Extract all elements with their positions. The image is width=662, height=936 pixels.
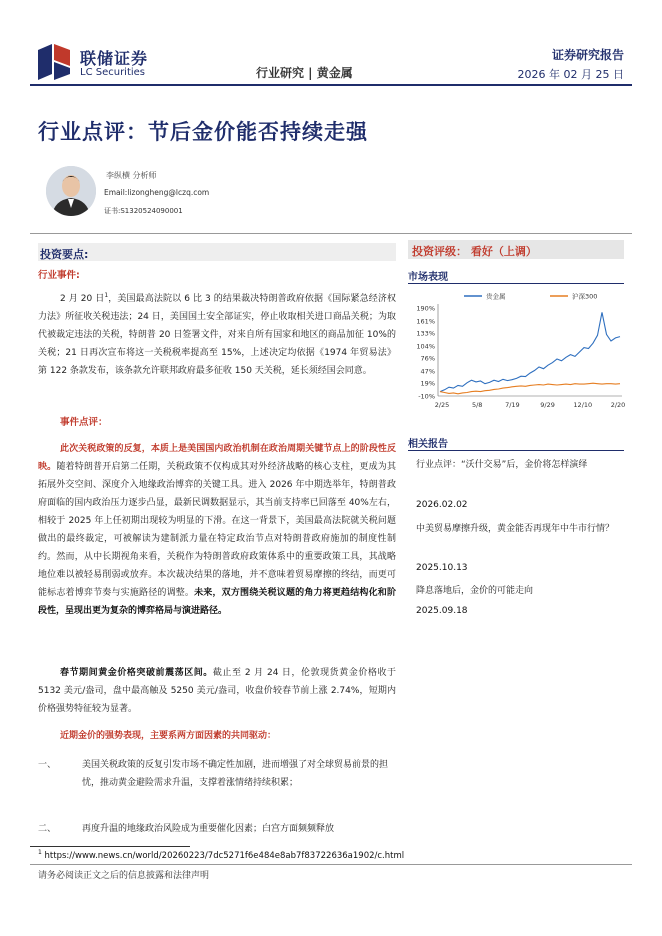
- y-tick-label: 76%: [420, 354, 435, 363]
- report-category: 行业研究 | 黄金属: [256, 66, 353, 80]
- investment-rating: 投资评级： 看好（上调）: [408, 240, 624, 259]
- analyst-certificate: 证书:S1320524090001: [104, 207, 183, 215]
- event-subheading: 行业事件:: [38, 270, 80, 281]
- legal-disclaimer[interactable]: 请务必阅读正文之后的信息披露和法律声明: [38, 871, 210, 881]
- related-report-2[interactable]: 中美贸易摩擦升级，黄金能否再现年中牛市行情？: [416, 524, 615, 534]
- series-line-csi300: [440, 383, 620, 394]
- analyst-email[interactable]: Email:lizongheng@lczq.com: [104, 188, 210, 197]
- related-report-2-date: 2025.10.13: [416, 563, 468, 573]
- x-tick-label: 7/19: [505, 401, 520, 409]
- section-title: 投资要点:: [38, 243, 396, 261]
- event-paragraph: 2 月 20 日$^1$，美国最高法院以 6 比 3 的结果裁决特朗普政府依据《国际紧急经济权力法》所征收关税违法；24 日，美国国土安全部证实，停止收取相关进口商品关税；为取代被裁定违法的关税，特朗普 20 日签署文件，对来自所有国家和地区的商品加征 10%的关税；21 日再次宣布将这一关税税率提高至 15%，上述决定均依据《1974 年贸易法》第 122 条款发布，该条款允许联邦政府最多征收 150 天关税，延长须经国会同意。: [38, 292, 396, 376]
- price-paragraph: 春节期间黄金价格突破前震荡区间。截止至 2 月 24 日，伦敦现货黄金价格收于 5132 美元/盎司，盘中最高触及 5250 美元/盎司，收盘价较春节前上涨 2.74%，短期内价格强势特征较为显著。: [38, 668, 396, 714]
- x-tick-label: 2/20: [610, 401, 626, 409]
- y-tick-label: -10%: [418, 392, 435, 401]
- analyst-name: 李纵横 分析师: [106, 171, 157, 180]
- person-icon: [46, 166, 96, 216]
- header-divider: [30, 84, 632, 86]
- company-logo-icon: [38, 44, 70, 80]
- related-report-1[interactable]: 行业点评：“沃什交易”后，金价将怎样演绎: [416, 460, 588, 470]
- legend-label: 贵金属: [486, 292, 506, 301]
- related-report-1-date: 2026.02.02: [416, 500, 468, 510]
- related-title-divider: [408, 450, 624, 451]
- driver-item-1: 一、 美国关税政策的反复引发市场不确定性加剧，进而增强了对全球贸易前景的担忧，推动黄金避险需求升温，支撑着涨情绪持续积累；: [38, 760, 389, 788]
- y-tick-label: 47%: [420, 367, 435, 376]
- market-title-divider: [408, 283, 624, 284]
- legend-label: 沪深300: [572, 292, 598, 301]
- footer-divider: [30, 864, 632, 865]
- market-performance-chart: [408, 288, 628, 412]
- footnote-ref[interactable]: 1: [104, 292, 109, 299]
- report-type: 证券研究报告: [551, 48, 624, 62]
- analyst-avatar: [46, 166, 96, 216]
- comment-paragraph: 此次关税政策的反复，本质上是美国国内政治机制在政治周期关键节点上的阶段性反映。随着特朗普开启第二任期，关税政策不仅构成其对外经济战略的核心支柱，更成为其拓展外交空间、深度介入地缘政治博弈的关键工具。进入 2026 年中期选举年，特朗普政府面临的国内政治压力逐步凸显，最新民调数据显示，其当前支持率已回落至 40%左右，相较于 2025 年上任初期出现较为明显的下滑。在这一背景下，美国最高法院就关税问题做出的最终裁定，可被解读为建制派力量在特定政治节点对特朗普政府施加的制度性制约。然而，从中长期视角来看，关税作为特朗普政府政策体系中的重要政策工具，其战略地位难以被轻易削弱或放弃。本次裁决结果的落地，并不意味着贸易摩擦的终结，而更可能标志着博弈节奏与实施路径的调整。未来，双方围绕关税议题的角力将更趋结构化和阶段性，呈现出更为复杂的博弈格局与演进路径。: [38, 444, 396, 616]
- logo-text-en: LC Securities: [80, 67, 146, 78]
- logo-text-cn: 联储证券: [80, 49, 149, 68]
- footnote-divider: [30, 846, 190, 847]
- footnote-link[interactable]: https://www.news.cn/world/20260223/7dc5271f6e484e8ab7f83722636a1902/c.html: [44, 851, 405, 861]
- x-tick-label: 12/10: [573, 401, 593, 409]
- x-tick-label: 5/8: [471, 401, 483, 409]
- footnote: $^1$ https://www.news.cn/world/20260223/7dc5271f6e484e8ab7f83722636a1902/c.html: [38, 849, 405, 861]
- y-tick-label: 161%: [416, 317, 435, 326]
- related-report-3-date: 2025.09.18: [416, 606, 468, 616]
- page-title: 行业点评：节后金价能否持续走强: [38, 120, 368, 144]
- y-tick-label: 19%: [420, 379, 435, 388]
- analyst-divider: [30, 233, 632, 234]
- driver-item-2: 二、 再度升温的地缘政治风险成为重要催化因素；白宫方面频频释放: [38, 824, 335, 834]
- comment-subheading: 事件点评：: [60, 417, 108, 428]
- drivers-heading: 近期金价的强势表现，主要系两方面因素的共同驱动：: [60, 731, 277, 741]
- x-tick-label: 2/25: [434, 401, 450, 409]
- y-tick-label: 190%: [416, 304, 435, 313]
- related-report-3[interactable]: 降息落地后，金价的可能走向: [416, 586, 534, 596]
- series-line-precious-metals: [440, 312, 620, 391]
- x-tick-label: 9/29: [540, 401, 555, 409]
- report-date: 2026 年 02 月 25 日: [517, 68, 624, 81]
- y-tick-label: 104%: [416, 342, 435, 351]
- related-reports-title: 相关报告: [408, 439, 448, 450]
- market-performance-title: 市场表现: [408, 272, 448, 283]
- y-tick-label: 133%: [416, 329, 435, 338]
